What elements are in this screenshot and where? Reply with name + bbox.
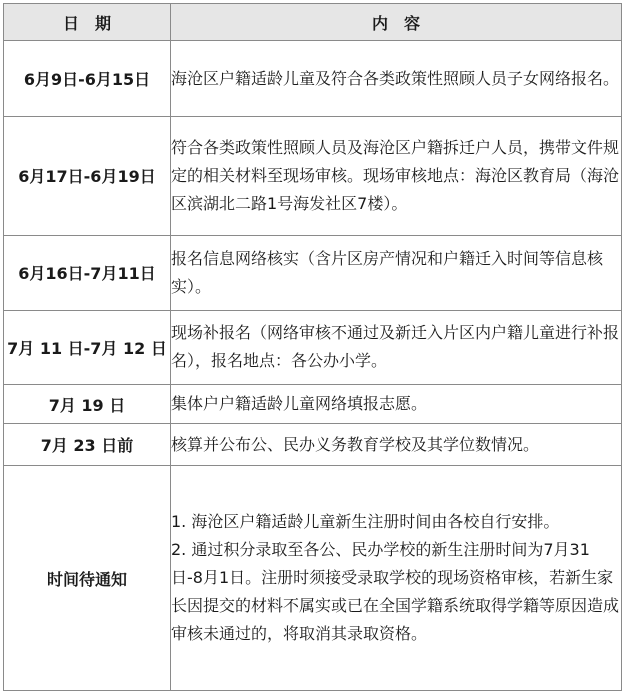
row-content bbox=[171, 310, 622, 385]
table-row bbox=[4, 310, 622, 385]
row-content-paragraph: 报名信息网络核实（含片区房产情况和户籍迁入时间等信息核实）。 bbox=[171, 248, 604, 296]
row-date: 7月 19 日 bbox=[4, 385, 171, 423]
row-content-paragraph: 2. 通过积分录取至各公、民办学校的新生注册时间为7月31日-8月1日。注册时须接受录取学校的现场资格审核，若新生家长因提交的材料不属实或已在全国学籍系统取得学籍等原因造成审核未通过的，将取消其录取资格。 bbox=[171, 540, 620, 644]
row-date: 时间待通知 bbox=[4, 466, 171, 691]
row-content-paragraph: 核算并公布公、民办义务教育学校及其学位数情况。 bbox=[171, 434, 540, 454]
row-date: 7月 23 日前 bbox=[4, 423, 171, 465]
table-row bbox=[4, 423, 622, 465]
row-date: 6月9日-6月15日 bbox=[4, 41, 171, 117]
row-content bbox=[171, 385, 622, 423]
table-row bbox=[4, 385, 622, 423]
row-content-paragraph: 海沧区户籍适龄儿童及符合各类政策性照顾人员子女网络报名。 bbox=[171, 68, 620, 88]
header-content: 内 容 bbox=[171, 4, 622, 41]
row-date: 6月16日-7月11日 bbox=[4, 235, 171, 310]
row-content bbox=[171, 235, 622, 310]
table-row bbox=[4, 117, 622, 235]
table-row bbox=[4, 466, 622, 691]
header-date: 日 期 bbox=[4, 4, 171, 41]
row-content bbox=[171, 117, 622, 235]
row-content-paragraph: 集体户户籍适龄儿童网络填报志愿。 bbox=[171, 394, 428, 414]
enrollment-schedule-table bbox=[3, 3, 622, 691]
row-content bbox=[171, 466, 622, 691]
row-content-paragraph: 1. 海沧区户籍适龄儿童新生注册时间由各校自行安排。 bbox=[171, 512, 560, 532]
table-row bbox=[4, 235, 622, 310]
row-content bbox=[171, 423, 622, 465]
row-content bbox=[171, 41, 622, 117]
row-date: 7月 11 日-7月 12 日 bbox=[4, 310, 171, 385]
table-row bbox=[4, 41, 622, 117]
table-header-row bbox=[4, 4, 622, 41]
row-content-paragraph: 现场补报名（网络审核不通过及新迁入片区内户籍儿童进行补报名），报名地点：各公办小学。 bbox=[171, 323, 620, 371]
row-date: 6月17日-6月19日 bbox=[4, 117, 171, 235]
row-content-paragraph: 符合各类政策性照顾人员及海沧区户籍拆迁户人员，携带文件规定的相关材料至现场审核。现场审核地点：海沧区教育局（海沧区滨湖北二路1号海发社区7楼）。 bbox=[171, 137, 620, 213]
